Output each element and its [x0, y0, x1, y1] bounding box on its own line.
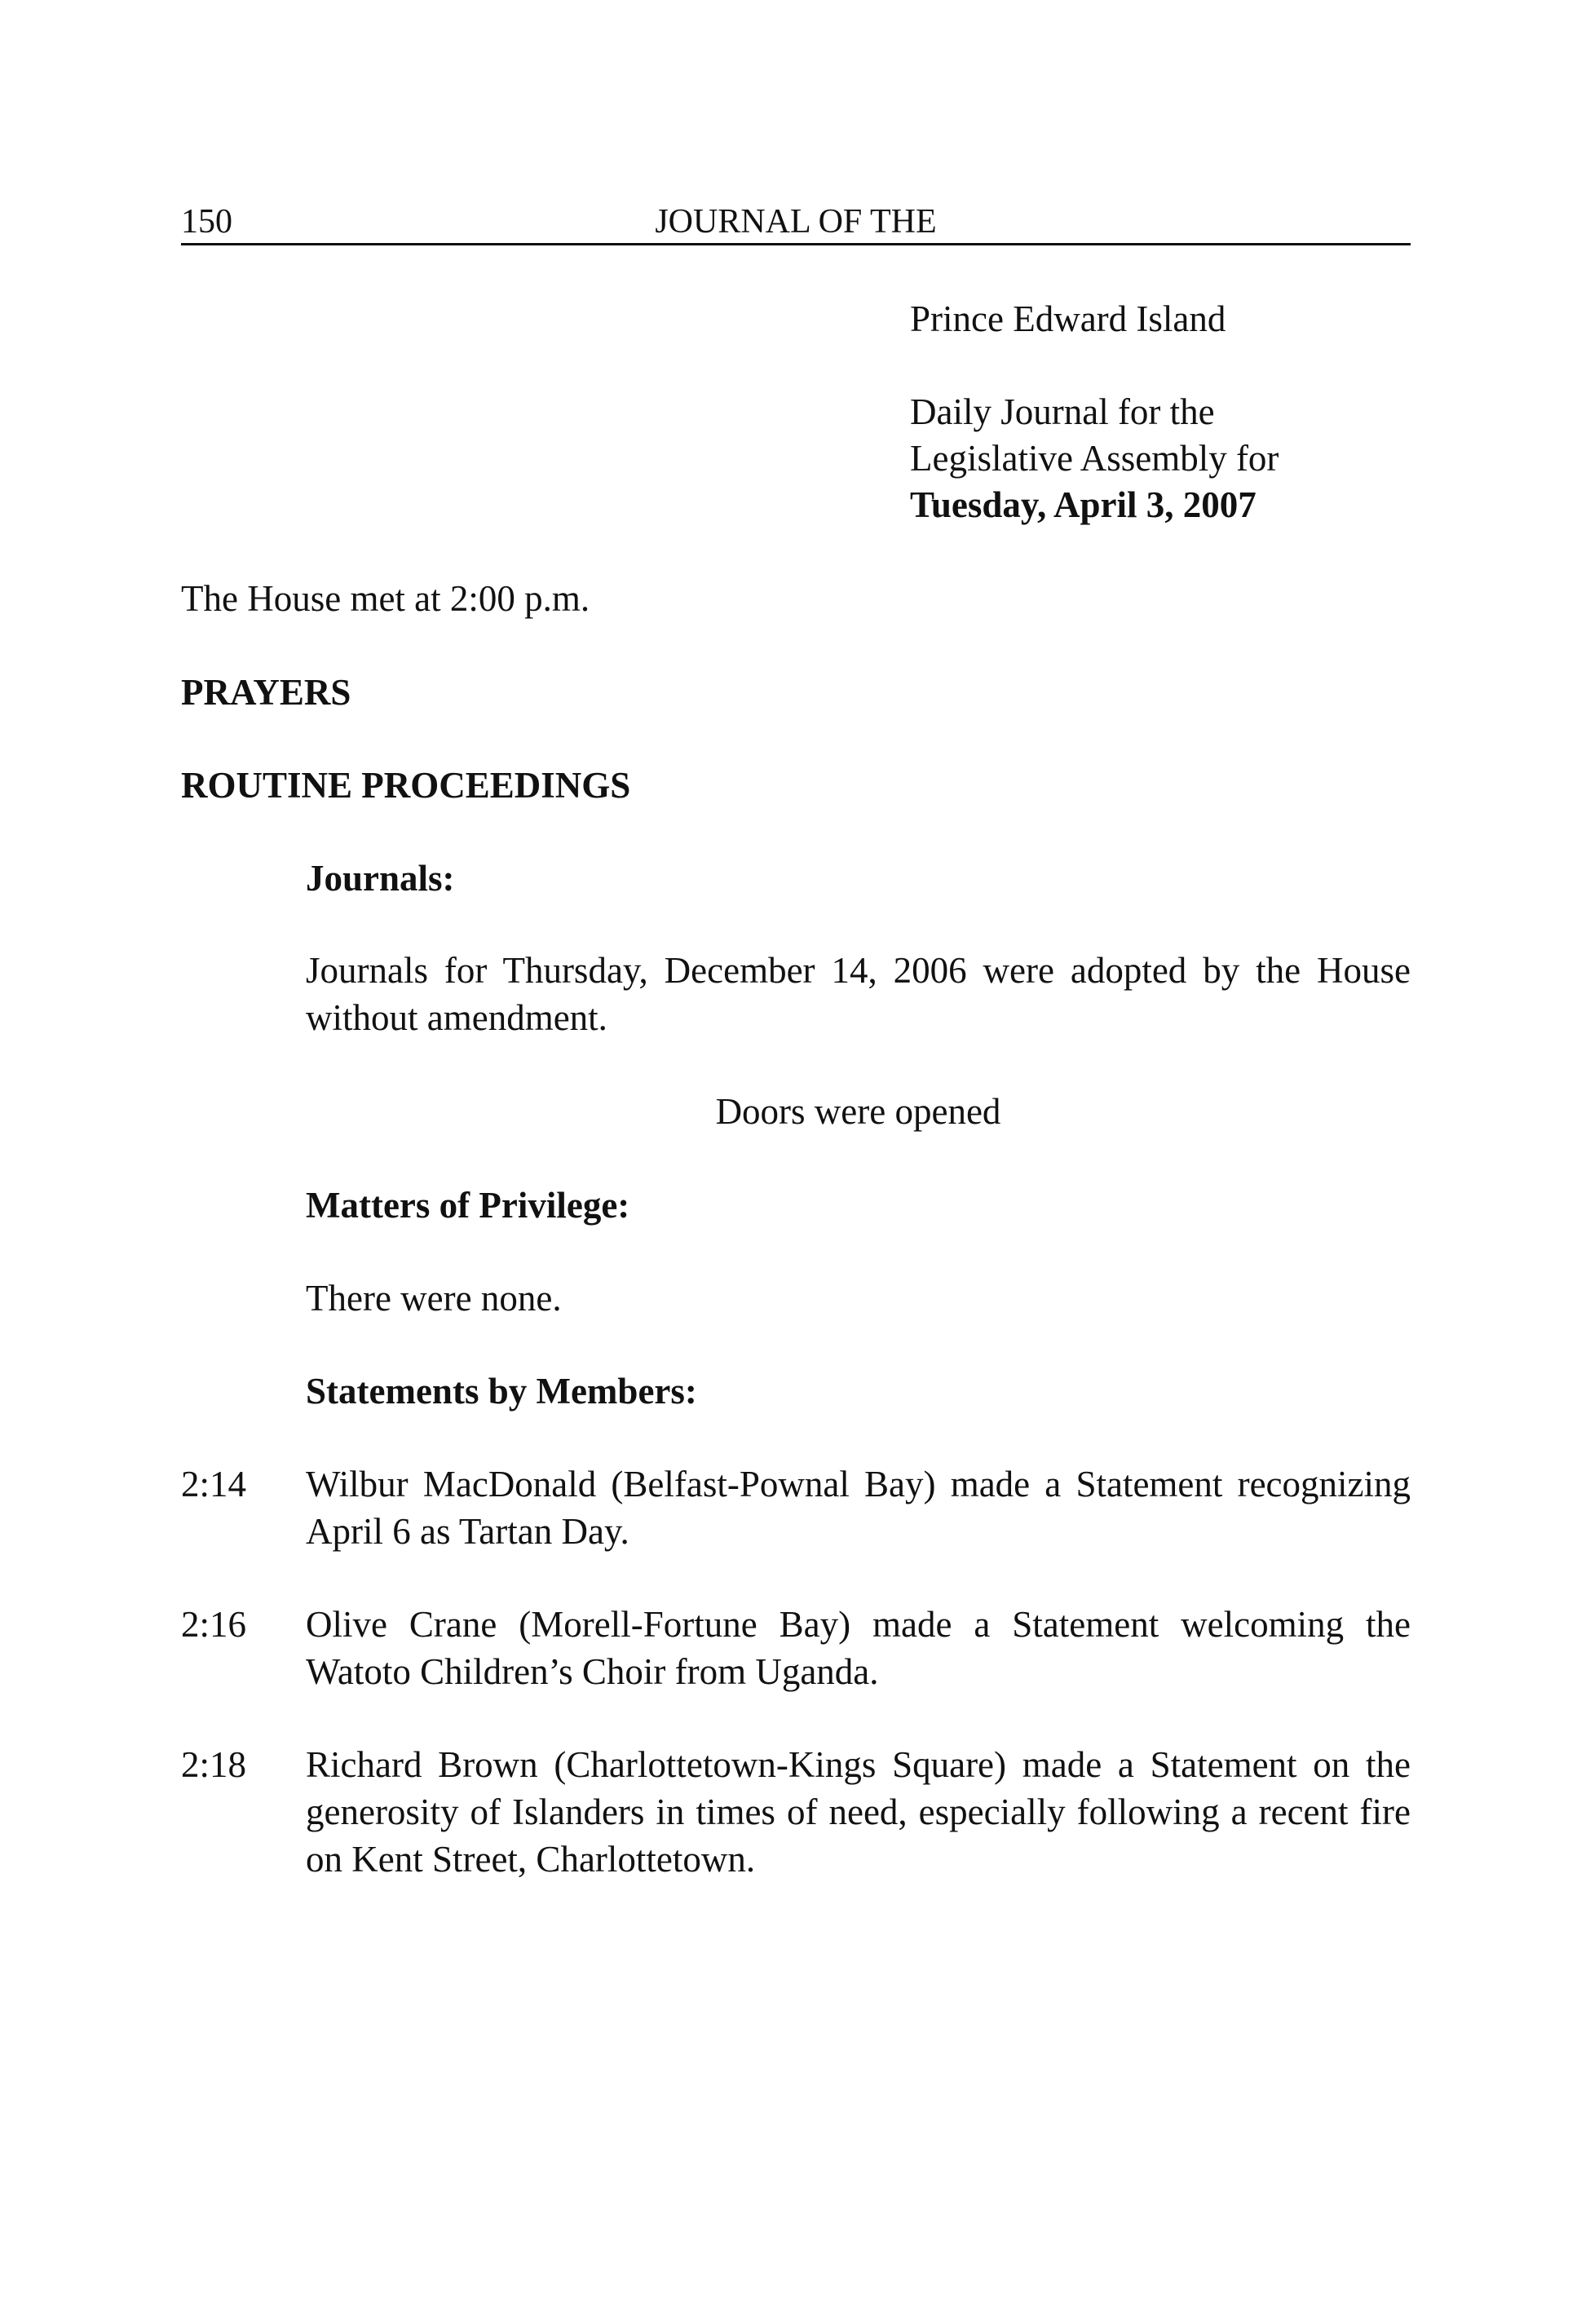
- journal-title-line-1: Daily Journal for the: [910, 391, 1215, 432]
- running-head: JOURNAL OF THE: [655, 203, 937, 241]
- statement-time: 2:18: [181, 1744, 247, 1785]
- page-header: [181, 201, 1411, 245]
- routine-proceedings-heading: ROUTINE PROCEEDINGS: [181, 765, 631, 806]
- statement-text: Richard Brown (Charlottetown-Kings Square) made a Statement on the generosity of Islanders in times of need, especially following a recent fire on Kent Street, Charlottetown.: [306, 1744, 1411, 1880]
- opening-time: The House met at 2:00 p.m.: [181, 578, 590, 619]
- privilege-heading: Matters of Privilege:: [306, 1185, 630, 1226]
- journal-title-line-2: Legislative Assembly for: [910, 438, 1279, 479]
- statements-heading: Statements by Members:: [306, 1371, 697, 1412]
- journal-date: Tuesday, April 3, 2007: [910, 484, 1257, 525]
- prayers-heading: PRAYERS: [181, 672, 351, 713]
- doors-opened-note: Doors were opened: [715, 1091, 1001, 1132]
- statement-text: Wilbur MacDonald (Belfast-Pownal Bay) made a Statement recognizing April 6 as Tartan Day.: [306, 1464, 1411, 1552]
- statement-text: Olive Crane (Morell-Fortune Bay) made a Statement welcoming the Watoto Children’s Choir from Uganda.: [306, 1604, 1411, 1692]
- privilege-text: There were none.: [306, 1278, 562, 1319]
- statement-time: 2:16: [181, 1604, 247, 1645]
- page-number: 150: [181, 203, 232, 241]
- statement-time: 2:14: [181, 1464, 247, 1504]
- journals-text: Journals for Thursday, December 14, 2006 were adopted by the House without amendment.: [306, 950, 1411, 1038]
- province-name: Prince Edward Island: [910, 298, 1226, 339]
- journals-heading: Journals:: [306, 858, 455, 899]
